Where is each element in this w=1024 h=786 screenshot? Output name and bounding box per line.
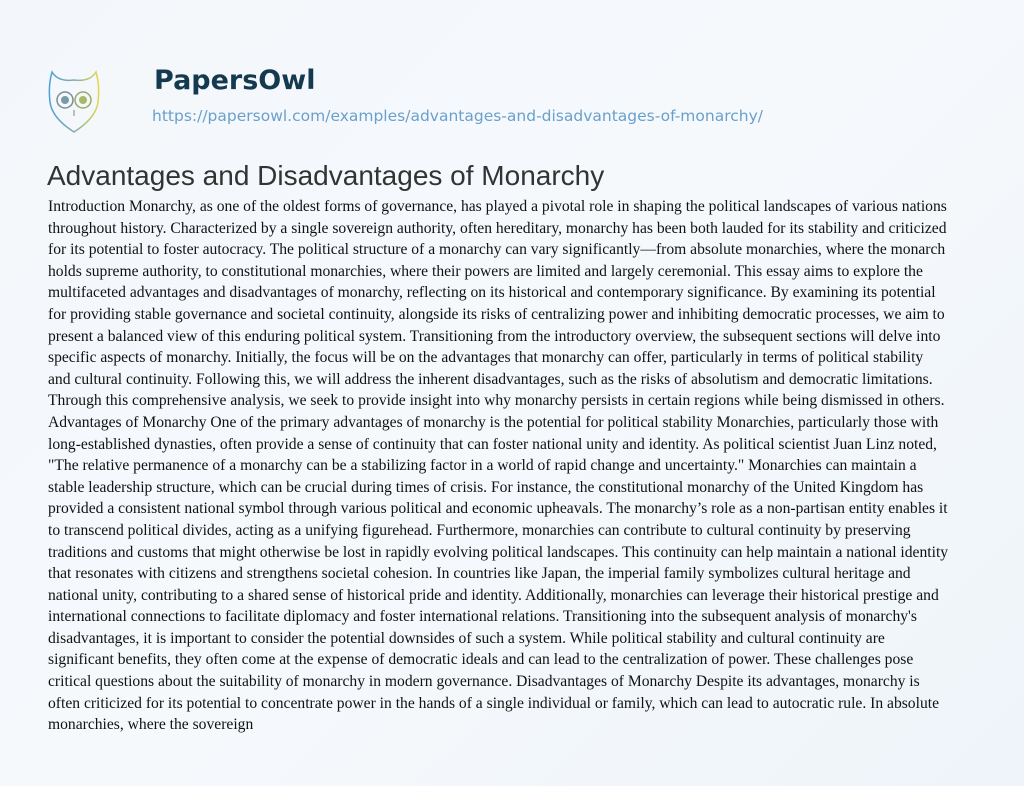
essay-line: present a balanced view of this enduring political system. Transitioning from the introductory overview, the subsequent sections will delve into	[48, 327, 941, 345]
essay-line: long-established dynasties, often provide a sense of continuity that can foster national unity and identity. As political scientist Juan Linz noted,	[48, 435, 937, 453]
page-title: Advantages and Disadvantages of Monarchy	[47, 160, 605, 191]
essay-line: for providing stable governance and societal continuity, alongside its risks of centralizing power and inhibiting democratic processes, we aim to	[48, 305, 945, 323]
essay-line: specific aspects of monarchy. Initially, the focus will be on the advantages that monarchy can offer, particularly in terms of political stability	[48, 349, 924, 367]
essay-line: Through this comprehensive analysis, we seek to provide insight into why monarchy persists in certain regions while being dismissed in others.	[48, 392, 945, 410]
essay-line: provided a consistent national symbol through various political and economic upheavals. The monarchy’s role as a non-partisan entity enables it	[48, 500, 948, 518]
essay-line: significant benefits, they often come at the expense of democratic ideals and can lead to the centralization of power. These challenges pose	[48, 651, 914, 669]
essay-body	[48, 196, 1024, 736]
essay-line: holds supreme authority, to constitutional monarchies, where their powers are limited and largely ceremonial. This essay aims to explore the	[48, 262, 923, 280]
page-url-link[interactable]: https://papersowl.com/examples/advantages-and-disadvantages-of-monarchy/	[152, 107, 763, 125]
essay-line: monarchies, where the sovereign	[48, 716, 254, 734]
essay-line: traditions and customs that might otherwise be lost in rapidly evolving political landscapes. This continuity can help maintain a national identity	[48, 543, 949, 561]
owl-logo-icon	[48, 66, 100, 134]
essay-line: that resonates with citizens and strengthens societal cohesion. In countries like Japan, the imperial family symbolizes cultural heritage and	[48, 565, 911, 583]
essay-line: national unity, contributing to a shared sense of historical pride and identity. Additionally, monarchies can leverage their historical prestige and	[48, 586, 939, 604]
essay-line: to transcend political divides, acting as a unifying figurehead. Furthermore, monarchies can contribute to cultural continuity by preserving	[48, 521, 911, 539]
essay-line: international connections to facilitate diplomacy and foster international relations. Transitioning into the subsequent analysis of monarchy's	[48, 608, 917, 626]
essay-line: and cultural continuity. Following this, we will address the inherent disadvantages, such as the risks of absolutism and democratic limitations.	[48, 370, 933, 388]
essay-line: "The relative permanence of a monarchy can be a stabilizing factor in a world of rapid change and uncertainty." Monarchies can maintain a	[48, 457, 917, 475]
brand-name[interactable]: PapersOwl	[154, 65, 316, 96]
essay-line: disadvantages, it is important to consider the potential downsides of such a system. While political stability and cultural continuity are	[48, 629, 885, 647]
essay-line: often criticized for its potential to concentrate power in the hands of a single individual or family, which can lead to autocratic rule. In absolute	[48, 694, 939, 712]
essay-line: stable leadership structure, which can be crucial during times of crisis. For instance, the constitutional monarchy of the United Kingdom has	[48, 478, 924, 496]
essay-line: multifaceted advantages and disadvantages of monarchy, reflecting on its historical and contemporary significance. By examining its potential	[48, 284, 936, 302]
essay-line: for its potential to foster autocracy. The political structure of a monarchy can vary significantly—from absolute monarchies, where the monarch	[48, 241, 946, 259]
essay-line: throughout history. Characterized by a single sovereign authority, often hereditary, monarchy has been both lauded for its stability and criticized	[48, 219, 947, 237]
essay-line: critical questions about the suitability of monarchy in modern governance. Disadvantages of Monarchy Despite its advantages, monarchy is	[48, 673, 920, 691]
essay-line: Introduction Monarchy, as one of the oldest forms of governance, has played a pivotal role in shaping the political landscapes of various nations	[48, 198, 947, 215]
essay-line: Advantages of Monarchy One of the primary advantages of monarchy is the potential for political stability Monarchies, particularly those with	[48, 413, 939, 431]
